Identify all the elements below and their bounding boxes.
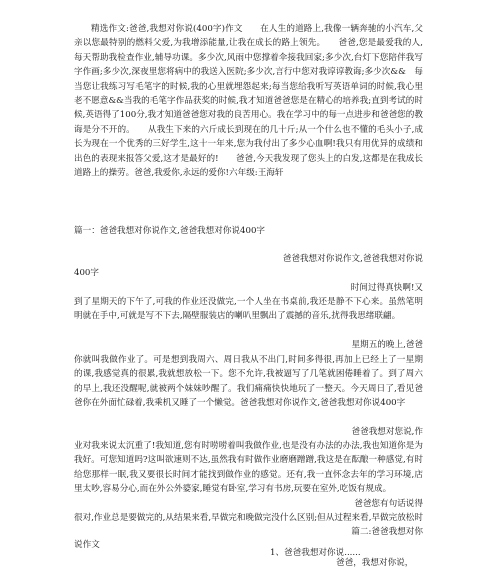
title-line-left: 400字 [74, 268, 99, 278]
body-paragraph: 到了星期天的下午了,可我的作业还没做完,一个人坐在书桌前,我还是静不下心来。虽然笔明明就在手中,可就是写不下去,隔壁服装店的喇叭里飘出了震撼的音乐,扰得我思绪联翩。 [74, 297, 423, 322]
essay-intro-paragraph: 精选作文:爸爸,我想对你说(400字)作文 在人生的道路上,我像一辆奔驰的小汽车,父亲以您最特别的燃料父爱,为我增添能量,让我在成长的路上领先。 爸爸,您是最爱我的人,每天帮助我检查作业,辅导功课。多少次,风雨中您撑着伞接我回家;多少次,台灯下您陪伴我写字作画;多少次,深夜里您将病中的我送入医院;多少次,言行中您对我谆谆教诲;多少次&& 每当您让我练习写毛笔字的时候,我的心里就埋怨起来;每当您给我听写英语单词的时候,我心里老不愿意&&当我的毛笔字作品获奖的时候,我才知道爸爸您是在精心的培养我;直到考试的时候,英语得了100分,我才知道爸爸您对我的良苦用心。我在学习中的每一点进步和爸爸您的教诲是分不开的。 从我生下来的六斤成长到现在的几十斤;从一个什么也不懂的毛头小子,成长为现在一个优秀的三好学生,这十一年来,您为我付出了多少心血啊!我只有用优异的成绩和出色的表现来报答父爱,这才是最好的! 爸爸,今天我发现了您头上的白发,这都是在我成长道路上的操劳。爸爸,我爱你,永远的爱你!六年级:王海轩 [74, 24, 423, 179]
body-paragraph: 业对我来说太沉重了!我知道,您有时唠唠着叫我做作业,也是没有办法的办法,我也知道你是为我好。可您知道吗?这叫欲速则不达,虽然我有时做作业磨磨蹭蹭,我这是在酝酿一种感觉,有时给您那样一眠,我又要很长时间才能找到做作业的感觉。还有,我一直怀念去年的学习环境,店里太吵,容易分心,而在外公外婆家,睡觉有卧室,学习有书房,玩要在室外,吃饭有规成。 [74, 441, 423, 495]
paragraph-lead-right: 星期五的晚上,爸爸 [351, 340, 423, 350]
body-paragraph: 很对,作业总是要做完的,从结果来看,早做完和晚做完没什么区别;但从过程来看,早做完放松时 [74, 513, 423, 523]
body-paragraph: 你就叫我做作业了。可是想到我周六、周日我从不出门,时间多得很,再加上已经上了一星期的课,我感觉真的很累,我就想放松一下。您不允许,我被逼写了几笔就困倦睡着了。到了周六的早上,我还没醒呢,就被两个妹妹吵醒了。我们痛痛快快地玩了一整天。今天周日了,看见爸爸你在外面忙碌着,我乘机又睡了一个懒觉。爸爸我想对你说作文,爸爸我想对你说400字 [74, 355, 423, 409]
numbered-item: 1、爸爸我想对你说...... [270, 548, 361, 558]
section-heading-one: 篇一：爸爸我想对你说作文,爸爸我想对你说400字 [74, 226, 266, 236]
section-heading-two-left: 说作文 [74, 540, 100, 550]
paragraph-lead-right: 爸爸我想对您说,作 [351, 427, 423, 437]
section-heading-two-right: 篇二:爸爸我想对你 [351, 527, 423, 537]
title-line-right: 爸爸我想对你说作文,爸爸我想对你说 [282, 254, 423, 264]
numbered-item-continuation: 爸爸，我想对你说， [336, 558, 414, 568]
paragraph-lead-right: 爸爸您有句话说得 [354, 499, 423, 509]
paragraph-lead-right: 时间过得真快啊!又 [350, 283, 423, 293]
